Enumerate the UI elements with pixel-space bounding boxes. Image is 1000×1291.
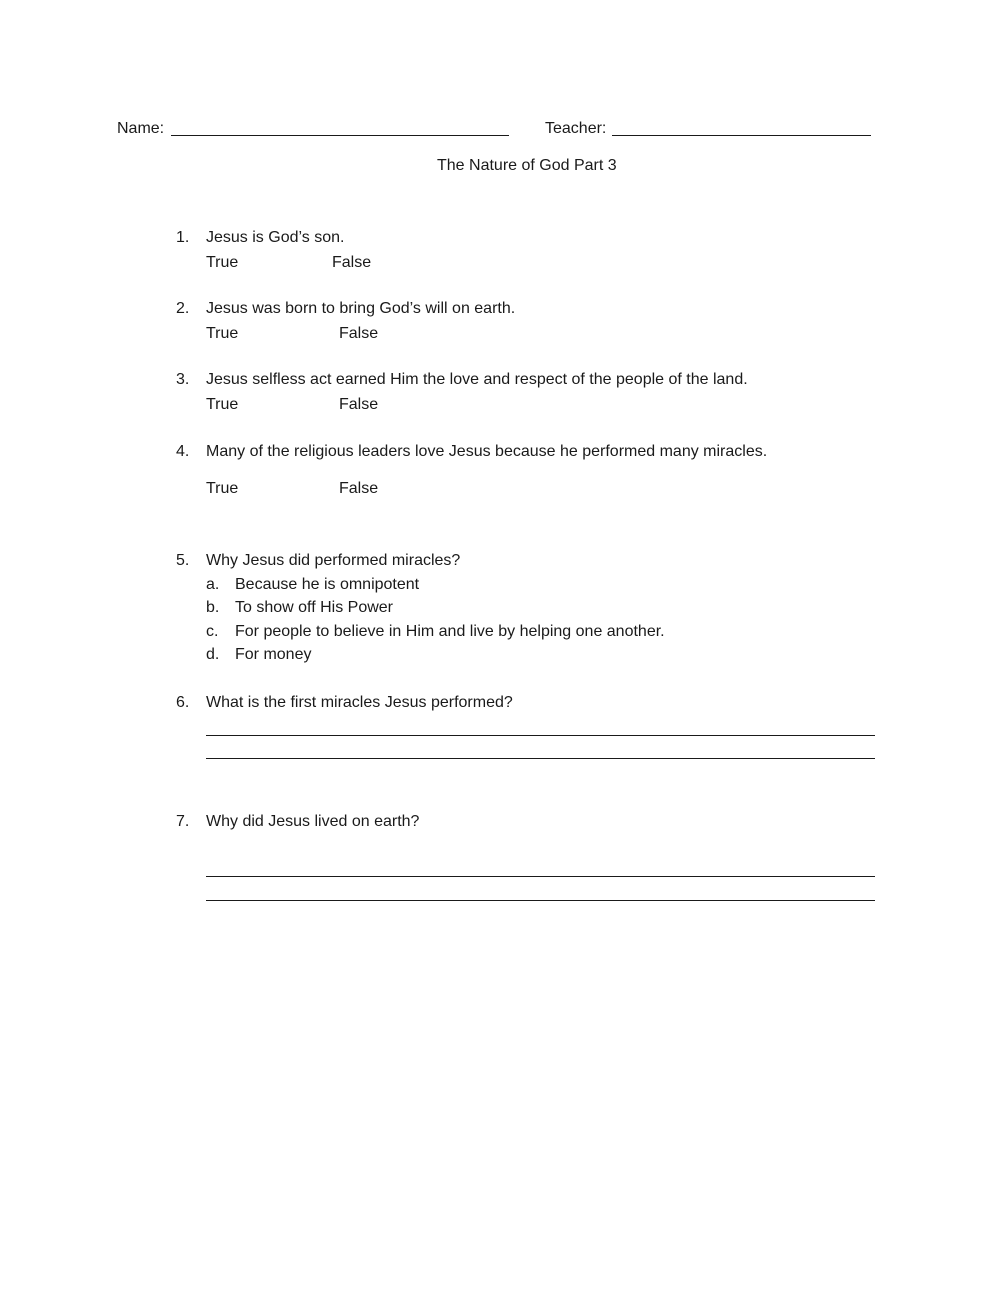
question-number: 1. xyxy=(176,229,190,246)
answer-line-1[interactable] xyxy=(206,735,875,736)
teacher-field[interactable] xyxy=(612,135,871,136)
choice-c[interactable]: For people to believe in Him and live by helping one another. xyxy=(235,623,665,640)
choice-letter: d. xyxy=(206,646,220,663)
question-number: 3. xyxy=(176,371,190,388)
option-true[interactable]: True xyxy=(206,325,239,342)
option-true[interactable]: True xyxy=(206,396,239,413)
choice-letter: a. xyxy=(206,576,220,593)
teacher-label: Teacher: xyxy=(545,120,607,137)
choice-letter: b. xyxy=(206,599,220,616)
choice-letter: c. xyxy=(206,623,219,640)
name-label: Name: xyxy=(117,120,165,137)
question-text: Many of the religious leaders love Jesus because he performed many miracles. xyxy=(206,443,768,460)
question-text: Jesus was born to bring God’s will on earth. xyxy=(206,300,516,317)
page-title: The Nature of God Part 3 xyxy=(437,157,617,174)
choice-b[interactable]: To show off His Power xyxy=(235,599,393,616)
answer-line-1[interactable] xyxy=(206,876,875,877)
question-text: Why Jesus did performed miracles? xyxy=(206,552,461,569)
option-false[interactable]: False xyxy=(339,396,379,413)
question-number: 5. xyxy=(176,552,190,569)
answer-line-2[interactable] xyxy=(206,758,875,759)
question-number: 6. xyxy=(176,694,190,711)
option-true[interactable]: True xyxy=(206,254,239,271)
name-field[interactable] xyxy=(171,135,509,136)
option-false[interactable]: False xyxy=(339,325,379,342)
question-number: 7. xyxy=(176,813,190,830)
option-false[interactable]: False xyxy=(339,480,379,497)
choice-d[interactable]: For money xyxy=(235,646,312,663)
answer-line-2[interactable] xyxy=(206,900,875,901)
option-false[interactable]: False xyxy=(332,254,372,271)
question-number: 2. xyxy=(176,300,190,317)
question-text: Jesus selfless act earned Him the love and respect of the people of the land. xyxy=(206,371,748,388)
question-text: Jesus is God’s son. xyxy=(206,229,345,246)
question-number: 4. xyxy=(176,443,190,460)
question-text: Why did Jesus lived on earth? xyxy=(206,813,420,830)
option-true[interactable]: True xyxy=(206,480,239,497)
question-text: What is the first miracles Jesus performed? xyxy=(206,694,513,711)
choice-a[interactable]: Because he is omnipotent xyxy=(235,576,420,593)
